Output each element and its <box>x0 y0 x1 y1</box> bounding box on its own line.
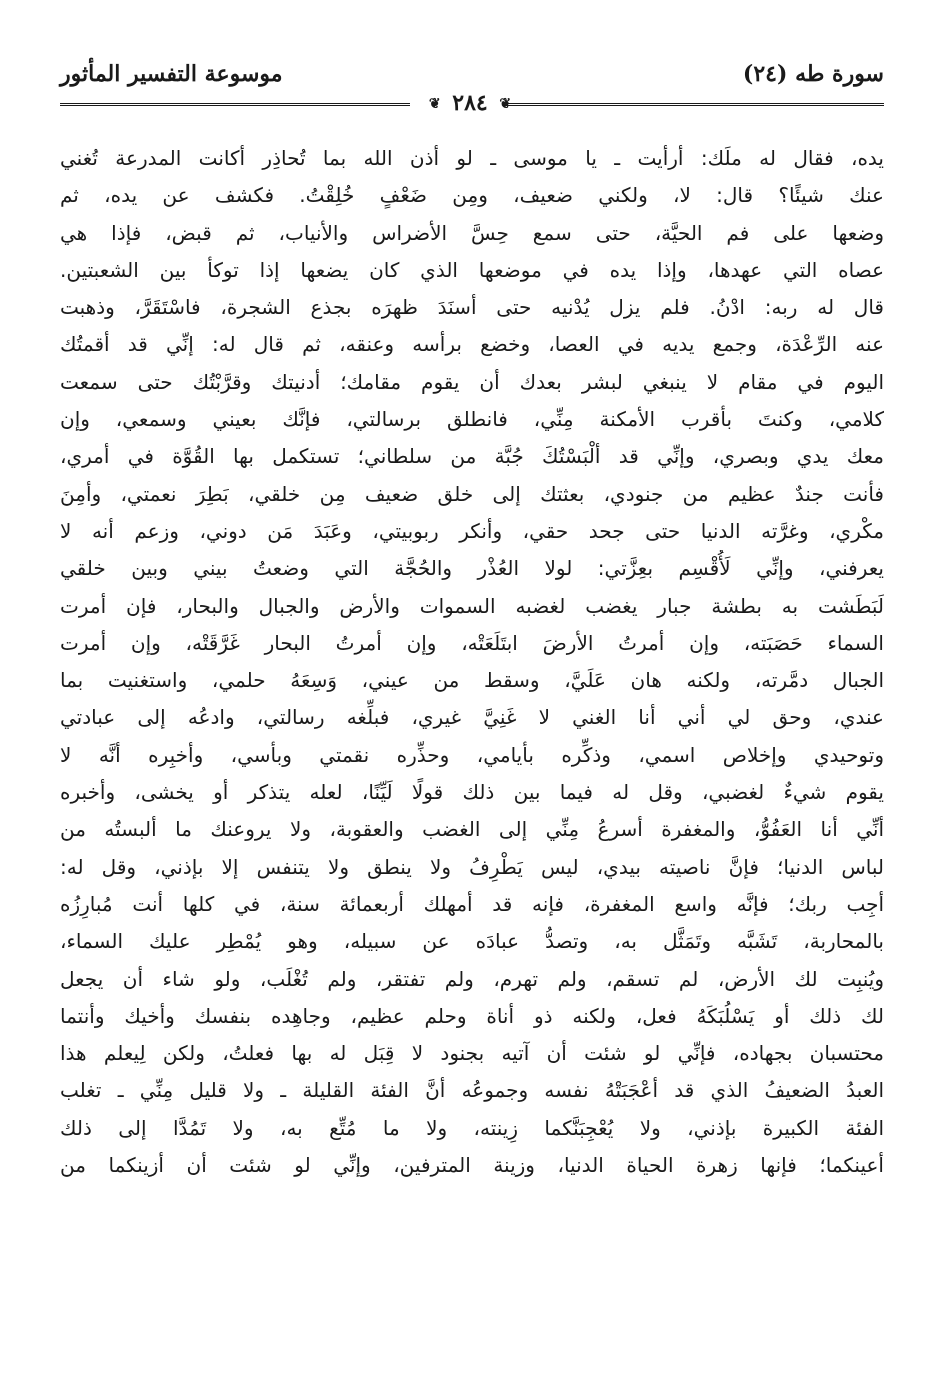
surah-title: سورة طه <box>795 61 884 87</box>
text-line: اليوم في مقام لا ينبغي لبشر بعدك أن يقوم مقامك؛ أدنيتك وقرَّبْتُك حتى سمعت <box>60 369 884 394</box>
rule-line-left <box>60 103 410 106</box>
page-number-block <box>405 88 535 118</box>
text-line: بالمحاربة، تَشَبَّه وتَمَثَّل به، وتصدُّ عبادَه عن سبيله، وهو يُمْطِر عليك السماء، <box>60 929 884 954</box>
text-line: يقوم شيءٌ لغضبي، وقل له فيما بين ذلك قولًا لَيِّنًا، لعله يتذكر أو يخشى، وأخبره <box>60 780 884 805</box>
text-line: أنِّي أنا العَفُوُّ، والمغفرة أسرعُ مِنِّي إلى الغضب والعقوبة، ولا يروعنك ما ألبستُه من <box>60 817 884 842</box>
text-line: فأنت جندٌ عظيم من جنودي، بعثتك إلى خلق ضعيف مِن خلقي، بَطِرَ نعمتي، وأمِنَ <box>60 481 884 506</box>
ornament-left-icon: ❦ <box>499 96 512 112</box>
text-line: أعينكما؛ فإنها زهرة الحياة الدنيا، وزينة المترفين، وإنِّي لو شئت أن أزينكما من <box>60 1153 884 1178</box>
text-line: الفئة الكبيرة بإذني، ولا يُعْجِبَنَّكما زِينته، ولا ما مُتِّع به، ولا تَمُدَّا إلى ذلك <box>60 1115 884 1140</box>
ornament-right-icon: ❦ <box>428 96 441 112</box>
text-line: العبدُ الضعيفُ الذي قد أعْجَبَتْهُ نفسه وجموعُه أنَّ الفئة القليلة ـ ولا قليل مِنِّي ـ تغلب <box>60 1078 884 1103</box>
text-line: السماء حَصَبَته، وإن أمرتُ الأرضَ ابتَلَعَتْه، وإن أمرتُ البحار غَرَّقَتْه، وإن أمرت <box>60 630 884 655</box>
text-line: وضعها على فم الحيَّة، حتى سمع حِسَّ الأضراس والأنياب، ثم قبض، فإذا هي <box>60 220 884 245</box>
surah-number: (٢٤) <box>742 61 788 87</box>
text-line: قال له ربه: ادْنُ. فلم يزل يُدْنيه حتى أسنَدَ ظهرَه بجذع الشجرة، فاسْتَقَرَّ، وذهبت <box>60 295 884 320</box>
text-line: الجبال دمَّرته، ولكنه هان عَلَيَّ، وسقط من عيني، وَسِعَهُ حلمي، واستغنيت بما <box>60 668 884 693</box>
text-line: وتوحيدي وإخلاص اسمي، وذكِّره بأيامي، وحذِّره نقمتي وبأسي، وأخبِره أنَّه لا <box>60 742 884 767</box>
text-line: لباس الدنيا؛ فإنَّ ناصيته بيدي، ليس يَطْرِفُ ولا ينطق ولا يتنفس إلا بإذني، وقل له: <box>60 854 884 879</box>
book-title: موسوعة التفسير المأثور <box>60 61 283 87</box>
text-line: كلامي، وكنتَ بأقرب الأمكنة مِنِّي، فانطلق برسالتي، فإنَّك بعيني وسمعي، وإن <box>60 407 884 432</box>
text-line: يعرفني، وإنِّي لَأُقْسِم بعِزَّتي: لولا العُذْر والحُجَّة التي وضعتُ بيني وبين خلقي <box>60 556 884 581</box>
text-line: لَبَطَشت به بطشة جبار يغضب لغضبه السموات والأرض والجبال والبحار، فإن أمرت <box>60 593 884 618</box>
body-text <box>60 140 884 1184</box>
page-header <box>60 56 884 92</box>
text-line: عصاه التي عهدها، وإذا يده في موضعها الذي كان يضعها إذا توكأ بين الشعبتين. <box>60 257 884 282</box>
rule-line-right <box>504 103 884 106</box>
surah-heading <box>743 56 884 92</box>
text-line: يده، فقال له ملَك: أرأيت ـ يا موسى ـ لو أذن الله بما تُحاذِر أكانت المدرعة تُغني <box>60 146 884 170</box>
text-line: عندي، وحق لي أني أنا الغني لا غَنِيَّ غيري، فبلِّغه رسالتي، وادعُه إلى عبادتي <box>60 705 884 730</box>
text-line: لك ذلك أو يَسْلُبَكَهُ فعل، ولكنه ذو أناة وحلم عظيم، وجاهِده بنفسك وأخيك وأنتما <box>60 1003 884 1028</box>
text-line: عنك شيئًا؟ قال: لا، ولكني ضعيف، ومِن ضَعْفٍ خُلِقْتُ. فكشف عن يده، ثم <box>60 183 884 208</box>
text-line: عنه الرِّعْدَة، وجمع يديه في العصا، وخضع برأسه وعنقه، ثم قال له: إنِّي قد أقمتُك <box>60 332 884 357</box>
text-line: معك يدي وبصري، وإنِّي قد ألْبَسْتُكَ جُبَّة من سلطاني؛ تستكمل بها القُوَّة في أمري، <box>60 444 884 469</box>
text-line: ويُنبِت لك الأرض، لم تسقم، ولم تهرم، ولم تفتقر، ولم تُغْلَب، ولو شاء أن يجعل <box>60 966 884 991</box>
text-line: مكْري، وغرَّته الدنيا حتى جحد حقي، وأنكر ربوبيتي، وعَبَدَ مَن دوني، وزعم أنه لا <box>60 518 884 543</box>
text-line: محتسبان بجهاده، فإنِّي لو شئت أن آتيه بجنود لا قِبَل له بها فعلتُ، ولكن لِيعلم هذا <box>60 1041 884 1066</box>
text-line: أجِب ربك؛ فإنَّه واسع المغفرة، فإنه قد أمهلك أربعمائة سنة، في كلها أنت مُبارِزُه <box>60 891 884 916</box>
page-number: ٢٨٤ <box>452 90 488 116</box>
